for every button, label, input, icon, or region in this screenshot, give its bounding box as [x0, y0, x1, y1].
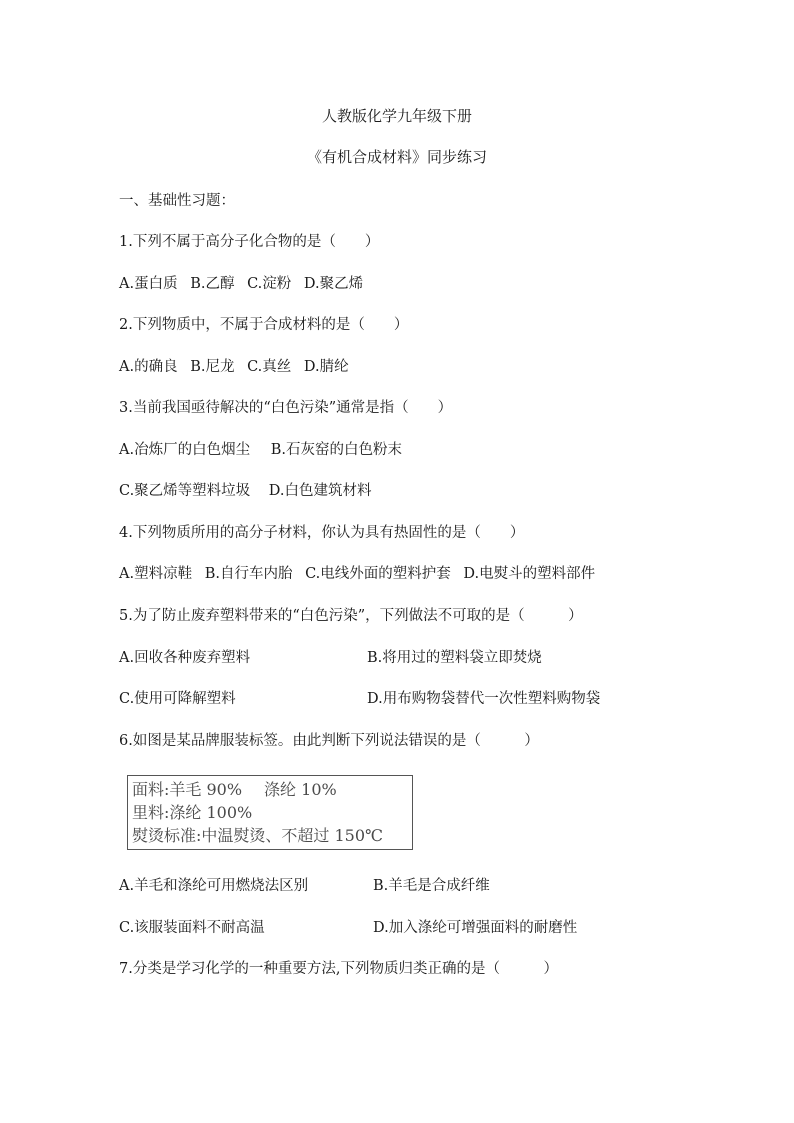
question-6-option-b: B.羊毛是合成纤维 — [373, 878, 490, 894]
question-5-option-b: B.将用过的塑料袋立即焚烧 — [367, 650, 542, 666]
document-title: 人教版化学九年级下册 — [321, 107, 472, 125]
option-c: C.真丝 — [247, 359, 292, 375]
question-5-option-d: D.用布购物袋替代一次性塑料购物袋 — [367, 691, 601, 707]
section-heading: 一、基础性习题： — [119, 193, 235, 209]
label-outer-fabric-2: 涤纶 10% — [264, 780, 337, 799]
option-d: D.聚乙烯 — [303, 276, 364, 292]
label-line-3: 熨烫标准:中温熨烫、不超过 150℃ — [132, 826, 383, 845]
question-6-option-a: A.羊毛和涤纶可用燃烧法区别 — [119, 878, 309, 894]
question-6-stem: 6.如图是某品牌服装标签。由此判断下列说法错误的是（ ） — [119, 733, 539, 749]
question-1-options — [119, 274, 363, 294]
option-d: D.白色建筑材料 — [268, 483, 372, 499]
option-b: B.石灰窑的白色粉末 — [270, 442, 402, 458]
option-b: B.乙醇 — [190, 276, 235, 292]
question-7-stem: 7.分类是学习化学的一种重要方法,下列物质归类正确的是（ ） — [119, 961, 558, 977]
question-6-option-d: D.加入涤纶可增强面料的耐磨性 — [373, 920, 578, 936]
clothing-label-image — [127, 775, 413, 850]
question-2-stem: 2.下列物质中，不属于合成材料的是（ ） — [119, 317, 409, 333]
question-3-options-row-2 — [119, 481, 372, 501]
question-3-stem: 3.当前我国亟待解决的“白色污染”通常是指（ ） — [119, 400, 453, 416]
question-6-option-c: C.该服装面料不耐高温 — [119, 920, 265, 936]
document-subtitle: 《有机合成材料》同步练习 — [306, 148, 487, 166]
question-4-stem: 4.下列物质所用的高分子材料，你认为具有热固性的是（ ） — [119, 525, 525, 541]
question-5-option-c: C.使用可降解塑料 — [119, 691, 236, 707]
label-outer-fabric: 面料:羊毛 90% — [132, 780, 243, 799]
option-b: B.自行车内胎 — [204, 566, 293, 582]
option-b: B.尼龙 — [190, 359, 235, 375]
option-d: D.电熨斗的塑料部件 — [463, 566, 596, 582]
question-4-options — [119, 564, 595, 584]
question-5-stem: 5.为了防止废弃塑料带来的“白色污染”，下列做法不可取的是（ ） — [119, 608, 583, 624]
question-5-option-a: A.回收各种废弃塑料 — [119, 650, 251, 666]
option-a: A.蛋白质 — [119, 276, 178, 292]
option-c: C.电线外面的塑料护套 — [305, 566, 451, 582]
option-a: A.冶炼厂的白色烟尘 — [119, 442, 251, 458]
option-c: C.淀粉 — [247, 276, 292, 292]
option-a: A.塑料凉鞋 — [119, 566, 193, 582]
question-2-options — [119, 357, 349, 377]
option-d: D.腈纶 — [303, 359, 349, 375]
label-line-2: 里料:涤纶 100% — [132, 803, 253, 822]
option-a: A.的确良 — [119, 359, 178, 375]
option-c: C.聚乙烯等塑料垃圾 — [119, 483, 251, 499]
question-1-stem: 1.下列不属于高分子化合物的是（ ） — [119, 234, 380, 250]
question-3-options-row-1 — [119, 440, 402, 460]
label-line-1 — [132, 778, 412, 801]
